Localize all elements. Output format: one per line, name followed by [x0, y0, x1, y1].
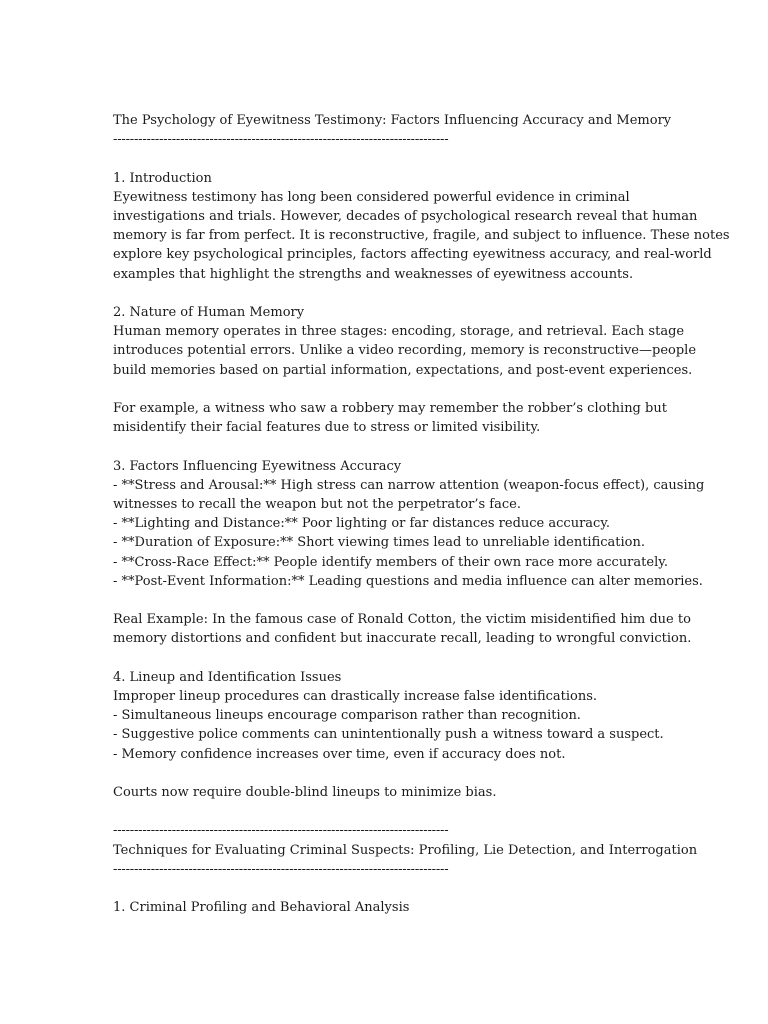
list-item: Improper lineup procedures can drastically increase false identifications.	[113, 689, 598, 704]
list-item: - Suggestive police comments can unintentionally push a witness toward a suspect.	[113, 727, 664, 743]
divider-rule: --------------------------------------------------------------------------------	[113, 132, 449, 148]
blank-line	[113, 149, 673, 168]
paragraph-line: Courts now require double-blind lineups to minimize bias.	[113, 785, 497, 800]
paragraph-line: Real Example: In the famous case of Ronald Cotton, the victim misidentified him due to	[113, 612, 691, 628]
list-item: - **Lighting and Distance:** Poor lighting or far distances reduce accuracy.	[113, 516, 611, 532]
section-heading-introduction: 1. Introduction	[113, 170, 212, 186]
blank-line	[113, 437, 673, 456]
section-heading-profiling: 1. Criminal Profiling and Behavioral Analysis	[113, 900, 410, 916]
blank-line	[113, 380, 673, 399]
blank-line	[113, 284, 673, 303]
list-item: - Simultaneous lineups encourage comparison rather than recognition.	[113, 708, 581, 724]
blank-line	[113, 879, 673, 898]
blank-line	[113, 591, 673, 610]
paragraph-line: examples that highlight the strengths and weaknesses of eyewitness accounts.	[113, 266, 634, 282]
paragraph-line: investigations and trials. However, decades of psychological research reveal that human	[113, 209, 698, 224]
paragraph-line: memory distortions and confident but inaccurate recall, leading to wrongful conviction.	[113, 631, 692, 647]
paragraph-line: Eyewitness testimony has long been considered powerful evidence in criminal	[113, 189, 630, 205]
section-heading-factors: 3. Factors Influencing Eyewitness Accuracy	[113, 458, 402, 474]
document-subtitle: Techniques for Evaluating Criminal Suspects: Profiling, Lie Detection, and Interrogation	[113, 842, 698, 858]
paragraph-line: introduces potential errors. Unlike a video recording, memory is reconstructive—people	[113, 343, 697, 359]
section-heading-memory: 2. Nature of Human Memory	[113, 305, 305, 320]
list-item: - Memory confidence increases over time, even if accuracy does not.	[113, 746, 566, 762]
divider-rule: --------------------------------------------------------------------------------	[113, 823, 449, 839]
paragraph-line: explore key psychological principles, factors affecting eyewitness accuracy, and real-world	[113, 247, 712, 263]
paragraph-line: For example, a witness who saw a robbery may remember the robber’s clothing but	[113, 401, 667, 416]
blank-line	[113, 649, 673, 668]
list-item: witnesses to recall the weapon but not the perpetrator’s face.	[113, 497, 521, 512]
paragraph-line: memory is far from perfect. It is reconstructive, fragile, and subject to influence. These notes	[113, 228, 730, 244]
paragraph-line: misidentify their facial features due to stress or limited visibility.	[113, 420, 541, 436]
document-page	[113, 111, 730, 917]
blank-line	[113, 764, 673, 783]
list-item: - **Stress and Arousal:** High stress can narrow attention (weapon-focus effect), causing	[113, 477, 705, 493]
list-item: - **Cross-Race Effect:** People identify members of their own race more accurately.	[113, 554, 668, 570]
list-item: - **Duration of Exposure:** Short viewing times lead to unreliable identification.	[113, 535, 645, 551]
section-heading-lineup: 4. Lineup and Identification Issues	[113, 669, 342, 685]
paragraph-line: build memories based on partial information, expectations, and post-event experiences.	[113, 362, 693, 378]
paragraph-line: Human memory operates in three stages: encoding, storage, and retrieval. Each stage	[113, 324, 685, 340]
blank-line	[113, 802, 673, 821]
divider-rule: --------------------------------------------------------------------------------	[113, 861, 449, 877]
document-title: The Psychology of Eyewitness Testimony: Factors Influencing Accuracy and Memory	[113, 113, 672, 128]
list-item: - **Post-Event Information:** Leading questions and media influence can alter memories.	[113, 573, 703, 589]
